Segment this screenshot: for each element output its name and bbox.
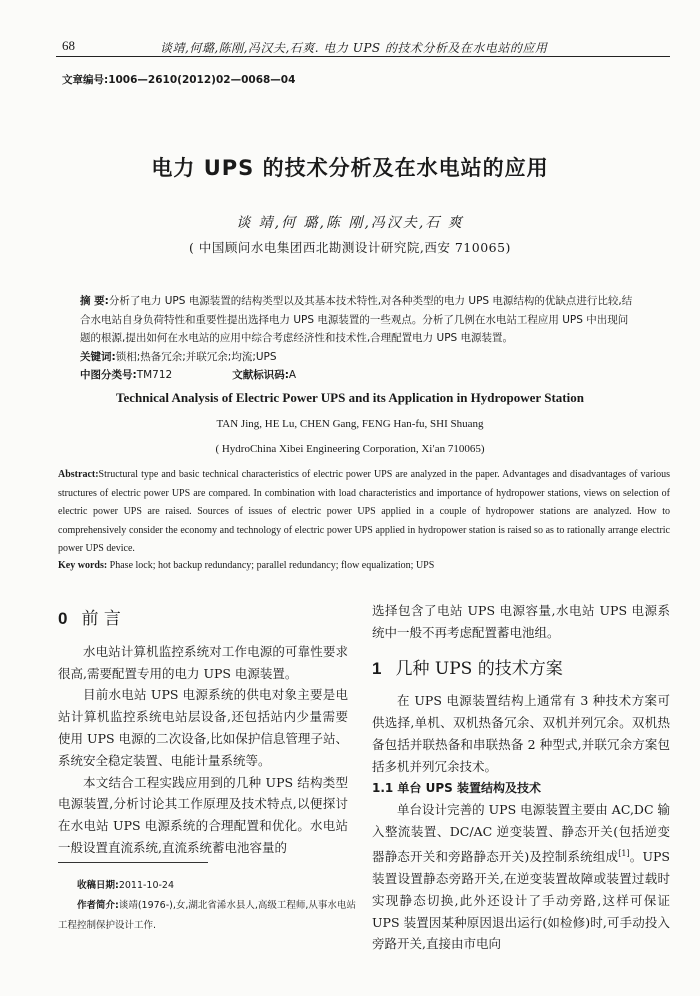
footnote-rule [58, 862, 208, 863]
subsection-1-1-heading: 1.1 单台 UPS 装置结构及技术 [372, 780, 541, 795]
received-value: 2011-10-24 [118, 880, 175, 891]
abstract-text: 分析了电力 UPS 电源装置的结构类型以及其基本技术特性,对各种类型的电力 UPS 电源结构的优缺点进行比较,结合水电站自身负荷特性和重要性提出选择电力 UPS 电源装置的一些观点。分析了几例在水电站工程应用 UPS 中出现问题的根源,提出如何在水电站的应用中综合考虑经济性和技术性,合理配置电力 UPS 电源装置。 [80, 295, 633, 345]
received-label: 收稿日期: [77, 880, 119, 891]
doc-code-label: 文献标识码: [232, 369, 289, 382]
chinese-abstract-block [80, 292, 636, 385]
english-authors: TAN Jing, HE Lu, CHEN Gang, FENG Han-fu, SHI Shuang [216, 418, 484, 430]
chinese-abstract [80, 292, 636, 348]
doc-code-value: A [288, 369, 297, 382]
english-abstract [58, 466, 670, 559]
author-bio [58, 896, 358, 936]
section-number: 0 [58, 609, 68, 628]
english-title: Technical Analysis of Electric Power UPS and its Application in Hydropower Station [116, 390, 584, 405]
running-title: 谈靖,何璐,陈刚,冯汉夫,石爽. 电力 UPS 的技术分析及在水电站的应用 [160, 41, 548, 55]
article-number: 文章编号:1006—2610(2012)02—0068—04 [62, 74, 296, 86]
header-rule [56, 56, 670, 57]
clc-value: TM712 [136, 369, 173, 382]
right-column [372, 600, 670, 955]
english-abstract-label: Abstract: [58, 469, 99, 480]
english-keywords-text: Phase lock; hot backup redundancy; parallel redundancy; flow equalization; UPS [109, 560, 435, 571]
section-title: 前 言 [81, 609, 121, 629]
english-abstract-text: Structural type and basic technical characteristics of electric power UPS are analyzed in the paper. Advantages and disadvantages of various structures of electric power UPS are compared. In combination with load characteristics and importance of hydropower stations, views on selection of electric power UPS are raised. Sources of issues of electric power UPS applied in a couple of hydropower stations are analyzed. How to comprehensively consider the economy and technology of electric power UPS applied in hydropower station is raised so as to rationally arrange electric power UPS device. [58, 469, 670, 554]
section-title: 几种 UPS 的技术方案 [395, 658, 563, 679]
page-number: 68 [62, 38, 75, 53]
citation-link[interactable]: [1] [618, 848, 630, 858]
received-date [58, 876, 358, 896]
left-column [58, 608, 348, 859]
section-number: 1 [372, 658, 382, 678]
affiliation: ( 中国顾问水电集团西北勘测设计研究院,西安 710065) [189, 240, 511, 255]
paragraph: 本文结合工程实践应用到的几种 UPS 结构类型电源装置,分析讨论其工作原理及技术特点,以便探讨在水电站 UPS 电源系统的合理配置和优化。水电站一般设置直流系统,直流系统蓄电池容量的 [58, 774, 348, 855]
english-keywords-label: Key words: [58, 560, 108, 571]
paragraph: 水电站计算机监控系统对工作电源的可靠性要求很高,需要配置专用的电力 UPS 电源装置。 [58, 643, 348, 681]
english-keywords [58, 560, 670, 571]
keywords-label: 关键词: [80, 350, 116, 363]
classification-row [80, 366, 636, 385]
keywords-text: 锁相;热备冗余;并联冗余;均流;UPS [115, 350, 277, 363]
paragraph: 在 UPS 电源装置结构上通常有 3 种技术方案可供选择,单机、双机热备冗余、双机并列冗余。双机热备包括并联热备和串联热备 2 种型式,并联冗余方案包括多机并列冗余技术。 [372, 693, 670, 774]
paragraph [372, 799, 670, 955]
english-affiliation: ( HydroChina Xibei Engineering Corporation, Xi′an 710065) [215, 443, 485, 455]
paragraph-text: 。UPS 装置设置静态旁路开关,在逆变装置故障或装置过载时实现静态切换,此外还设计了手动旁路,这样可保证 UPS 装置因某种原因退出运行(如检修)时,可手动投入旁路开关,直接由市电向 [372, 849, 670, 952]
abstract-label: 摘 要: [80, 295, 109, 307]
paragraph-text: 单台设计完善的 UPS 电源装置主要由 AC,DC 输入整流装置、DC/AC 逆变装置、静态开关(包括逆变器静态开关和旁路静态开关)及控制系统组成 [372, 802, 670, 865]
section-1-heading [372, 658, 670, 681]
paragraph: 目前水电站 UPS 电源系统的供电对象主要是电站计算机监控系统电站层设备,还包括站内少量需要使用 UPS 电源的二次设备,比如保护信息管理子站、系统安全稳定装置、电能计量系统等。 [58, 687, 348, 768]
bio-label: 作者简介: [77, 900, 119, 911]
paragraph: 选择包含了电站 UPS 电源容量,水电站 UPS 电源系统中一般不再考虑配置蓄电池组。 [372, 603, 670, 640]
section-0-heading [58, 608, 348, 631]
bio-text: 谈靖(1976-),女,湖北省浠水县人,高级工程师,从事水电站工程控制保护设计工作. [58, 900, 356, 931]
authors: 谈 靖,何 璐,陈 刚,冯汉夫,石 爽 [236, 215, 464, 231]
clc-label: 中图分类号: [80, 369, 137, 382]
chinese-keywords [80, 348, 636, 367]
paper-title: 电力 UPS 的技术分析及在水电站的应用 [151, 156, 549, 180]
